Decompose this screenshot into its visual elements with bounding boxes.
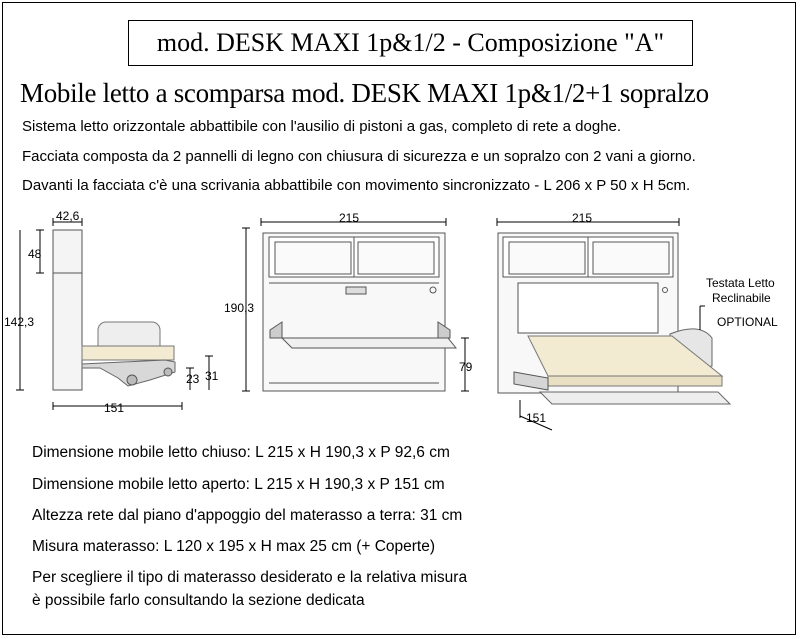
front-height-label: 190,3 <box>224 301 255 315</box>
front-view-drawing <box>242 218 469 391</box>
note-line-1: Per scegliere il tipo di materasso desiderato e la relativa misura <box>32 569 468 586</box>
spec-closed: Dimensione mobile letto chiuso: L 215 x H 190,3 x P 92,6 cm <box>32 444 450 461</box>
side-desk-h2-label: 31 <box>205 369 219 383</box>
front-desk-height-label: 79 <box>459 360 473 374</box>
description-line-3: Davanti la facciata c'è una scrivania abbattibile con movimento sincronizzato - L 206 x P 50 x H 5cm. <box>22 177 691 194</box>
open-bed-drawing <box>497 218 730 430</box>
front-width-label: 215 <box>339 211 360 225</box>
product-subtitle: Mobile letto a scomparsa mod. DESK MAXI 1p&1/2+1 sopralzo <box>20 78 709 108</box>
description-line-2: Facciata composta da 2 pannelli di legno con chiusura di sicurezza e un sopralzo con 2 vani a giorno. <box>22 148 696 165</box>
side-depth-closed-label: 42,6 <box>56 209 80 223</box>
description-line-1: Sistema letto orizzontale abbattibile con l'ausilio di pistoni a gas, completo di rete a doghe. <box>22 118 622 135</box>
side-total-height-label: 142,3 <box>4 315 35 329</box>
side-desk-h1-label: 23 <box>186 372 200 386</box>
headboard-label-line-2: Reclinabile <box>712 291 771 305</box>
optional-label: OPTIONAL <box>717 315 778 329</box>
spec-open: Dimensione mobile letto aperto: L 215 x H 190,3 x P 151 cm <box>32 476 445 493</box>
open-depth-label: 151 <box>526 411 547 425</box>
side-view-drawing <box>16 218 213 410</box>
spec-height: Altezza rete dal piano d'appoggio del materasso a terra: 31 cm <box>32 507 463 524</box>
side-top-height-label: 48 <box>28 247 42 261</box>
note-line-2: è possibile farlo consultando la sezione dedicata <box>32 592 365 609</box>
side-depth-open-label: 151 <box>104 401 125 415</box>
spec-mattress: Misura materasso: L 120 x 195 x H max 25 cm (+ Coperte) <box>32 538 436 555</box>
open-width-label: 215 <box>572 211 593 225</box>
headboard-label-line-1: Testata Letto <box>706 276 775 290</box>
page-title: mod. DESK MAXI 1p&1/2 - Composizione "A" <box>156 28 665 57</box>
